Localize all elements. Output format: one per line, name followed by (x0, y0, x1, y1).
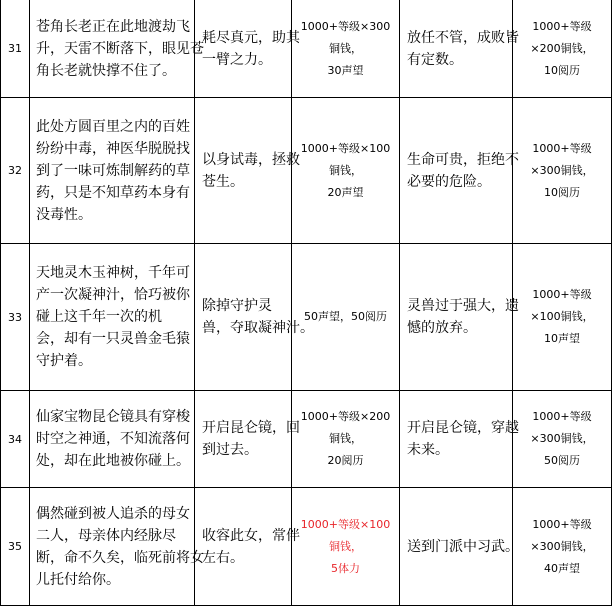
choice-b-text-line: 未来。 (407, 442, 449, 458)
choice-a-text-line: 除掉守护灵 (202, 298, 272, 314)
choice-b-reward-line: 1000+等级 (532, 141, 592, 155)
event-description-line: 苍角长老正在此地渡劫飞 (36, 18, 190, 35)
choice-a-text-line: 苍生。 (202, 173, 244, 190)
choice-b-text-line: 灵兽过于强大，遗 (407, 298, 519, 314)
choice-a-text (195, 488, 300, 606)
event-description-line: 纷纷中毒，神医华脱脱找 (36, 140, 190, 157)
choice-a-text-line: 左右。 (202, 549, 244, 566)
choice-a-text (195, 98, 300, 244)
event-description-line: 到了一味可炼制解药的草 (36, 162, 190, 179)
choice-a-reward-line: 铜钱， (329, 432, 362, 445)
choice-b-reward-line: 1000+等级 (532, 410, 592, 423)
choice-a-text-line: 一臂之力。 (202, 51, 272, 68)
choice-b-text-line: 有定数。 (407, 51, 463, 68)
choice-b-reward-line: 1000+等级 (532, 288, 592, 301)
choice-b-reward (513, 244, 612, 391)
choice-a-reward-line: 20阅历 (327, 454, 364, 467)
choice-a-reward-line: 铜钱， (329, 163, 362, 177)
choice-a-reward-line: 铜钱， (329, 539, 362, 553)
choice-b-reward-line: 10声望 (544, 332, 580, 345)
event-row (1, 98, 612, 244)
event-row (1, 488, 612, 606)
event-description-line: 药，只是不知草药本身有 (36, 184, 190, 201)
choice-b-reward (513, 488, 612, 606)
choice-a-reward-line: 30声望 (327, 63, 364, 77)
event-row (1, 391, 612, 488)
choice-a-reward-line: 1000+等级×100 (300, 141, 391, 155)
choice-b-reward-line: 50阅历 (544, 454, 580, 467)
event-description-line: 角长老就快撑不住了。 (36, 62, 176, 79)
event-description-line: 时空之神通，不知流落何 (36, 431, 190, 447)
choice-b-text (400, 98, 519, 244)
choice-b-reward-line: ×300铜钱， (530, 539, 594, 553)
choice-a-reward (292, 0, 400, 98)
event-row (1, 244, 612, 391)
choice-b-text-line: 开启昆仑镜，穿越 (407, 420, 519, 436)
choice-a-reward-line: 1000+等级×300 (300, 19, 391, 33)
choice-b-reward-line: ×100铜钱， (530, 310, 594, 323)
choice-a-text-line: 以身试毒，拯救 (202, 151, 300, 168)
event-description-line: 碰上这千年一次的机 (36, 309, 162, 325)
choice-a-reward (292, 98, 400, 244)
choice-b-text-line: 憾的放弃。 (407, 320, 477, 336)
choice-b-reward-line: ×300铜钱， (530, 432, 594, 445)
choice-a-text (195, 244, 314, 391)
event-description-line: 守护着。 (36, 353, 92, 369)
event-description (30, 244, 195, 391)
event-description (30, 98, 195, 244)
choice-b-text (400, 488, 519, 606)
choice-a-text (195, 391, 300, 488)
event-description-line: 升，天雷不断落下，眼见苍 (36, 40, 204, 57)
choice-a-text-line: 到过去。 (202, 442, 258, 458)
choice-b-text (400, 391, 519, 488)
choice-a-reward-line: 50声望，50阅历 (304, 310, 387, 323)
choice-a-reward (292, 391, 400, 488)
choice-a-reward (292, 244, 400, 391)
choice-b-text-line: 送到门派中习武。 (407, 538, 519, 555)
event-number: 32 (1, 98, 30, 244)
choice-a-reward-line: 5体力 (331, 561, 360, 575)
choice-b-reward (513, 98, 612, 244)
choice-a-reward-line: 1000+等级×100 (300, 517, 391, 531)
event-description-line: 断，命不久矣，临死前将女 (36, 549, 204, 566)
choice-b-text (400, 244, 519, 391)
choice-a-text-line: 耗尽真元，助其 (202, 29, 300, 46)
choice-a-reward (292, 488, 400, 606)
event-description (30, 391, 195, 488)
choice-a-text (195, 0, 300, 98)
choice-b-reward-line: 1000+等级 (532, 19, 592, 33)
event-description (30, 0, 204, 98)
event-number: 33 (1, 244, 30, 391)
event-number: 31 (1, 0, 30, 98)
event-row (1, 0, 612, 98)
event-description-line: 天地灵木玉神树，千年可 (36, 265, 190, 281)
event-description-line: 此处方圆百里之内的百姓 (36, 118, 190, 135)
event-description-line: 没毒性。 (36, 206, 92, 223)
choice-b-text-line: 生命可贵，拒绝不 (407, 151, 519, 168)
event-table-body (1, 0, 612, 606)
choice-b-reward-line: ×200铜钱， (530, 41, 594, 55)
event-description-line: 儿托付给你。 (36, 571, 120, 588)
event-description (30, 488, 204, 606)
choice-b-reward-line: 1000+等级 (532, 517, 592, 531)
event-number: 35 (1, 488, 30, 606)
choice-b-reward-line: 10阅历 (544, 185, 580, 199)
choice-b-text-line: 必要的危险。 (407, 173, 491, 190)
choice-b-reward-line: ×300铜钱， (530, 163, 594, 177)
choice-a-reward-line: 20声望 (327, 185, 364, 199)
choice-b-reward-line: 40声望 (544, 561, 580, 575)
event-description-line: 仙家宝物昆仑镜具有穿梭 (36, 409, 190, 425)
event-description-line: 二人，母亲体内经脉尽 (36, 527, 176, 544)
choice-a-text-line: 开启昆仑镜，回 (202, 420, 300, 436)
event-description-line: 偶然碰到被人追杀的母女 (36, 505, 190, 522)
choice-b-reward (513, 0, 612, 98)
choice-b-text-line: 放任不管，成败皆 (407, 29, 519, 46)
event-description-line: 会，却有一只灵兽金毛猿 (36, 331, 190, 347)
choice-b-reward (513, 391, 612, 488)
choice-a-reward-line: 1000+等级×200 (300, 410, 391, 423)
choice-b-reward-line: 10阅历 (544, 63, 580, 77)
event-description-line: 处，却在此地被你碰上。 (36, 453, 190, 469)
choice-a-reward-line: 铜钱， (329, 41, 362, 55)
choice-b-text (400, 0, 519, 98)
choice-a-text-line: 收容此女，常伴 (202, 527, 300, 544)
event-description-line: 产一次凝神汁，恰巧被你 (36, 287, 190, 303)
choice-a-text-line: 兽，夺取凝神汁。 (202, 320, 314, 336)
event-number: 34 (1, 391, 30, 488)
